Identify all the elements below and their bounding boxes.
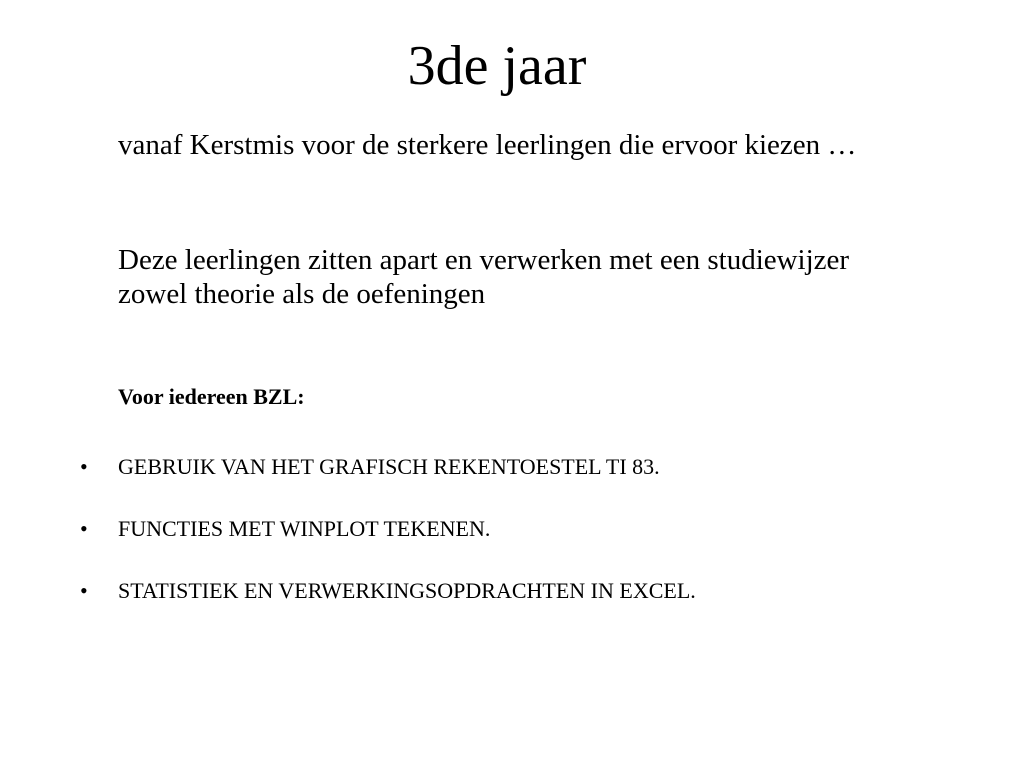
- bullet-icon: •: [80, 516, 88, 541]
- bullet-list: [0, 452, 1024, 638]
- bzl-subheading: Voor iedereen BZL:: [118, 384, 305, 409]
- bullet-item-excel: [0, 576, 1024, 638]
- bullet-text: FUNCTIES MET WINPLOT TEKENEN.: [118, 516, 491, 541]
- bullet-text: GEBRUIK VAN HET GRAFISCH REKENTOESTEL TI 83.: [118, 454, 660, 479]
- bullet-icon: •: [80, 578, 88, 603]
- paragraph-studiewijzer: Deze leerlingen zitten apart en verwerken met een studiewijzer zowel theorie als de oefeningen: [118, 244, 850, 310]
- slide-title: 3de jaar: [407, 35, 587, 97]
- bullet-item-rekentoestel: [0, 452, 1024, 514]
- paragraph-kerstmis: vanaf Kerstmis voor de sterkere leerlingen die ervoor kiezen …: [118, 129, 857, 161]
- bullet-icon: •: [80, 454, 88, 479]
- bullet-item-winplot: [0, 514, 1024, 576]
- bullet-text: STATISTIEK EN VERWERKINGSOPDRACHTEN IN EXCEL.: [118, 578, 696, 603]
